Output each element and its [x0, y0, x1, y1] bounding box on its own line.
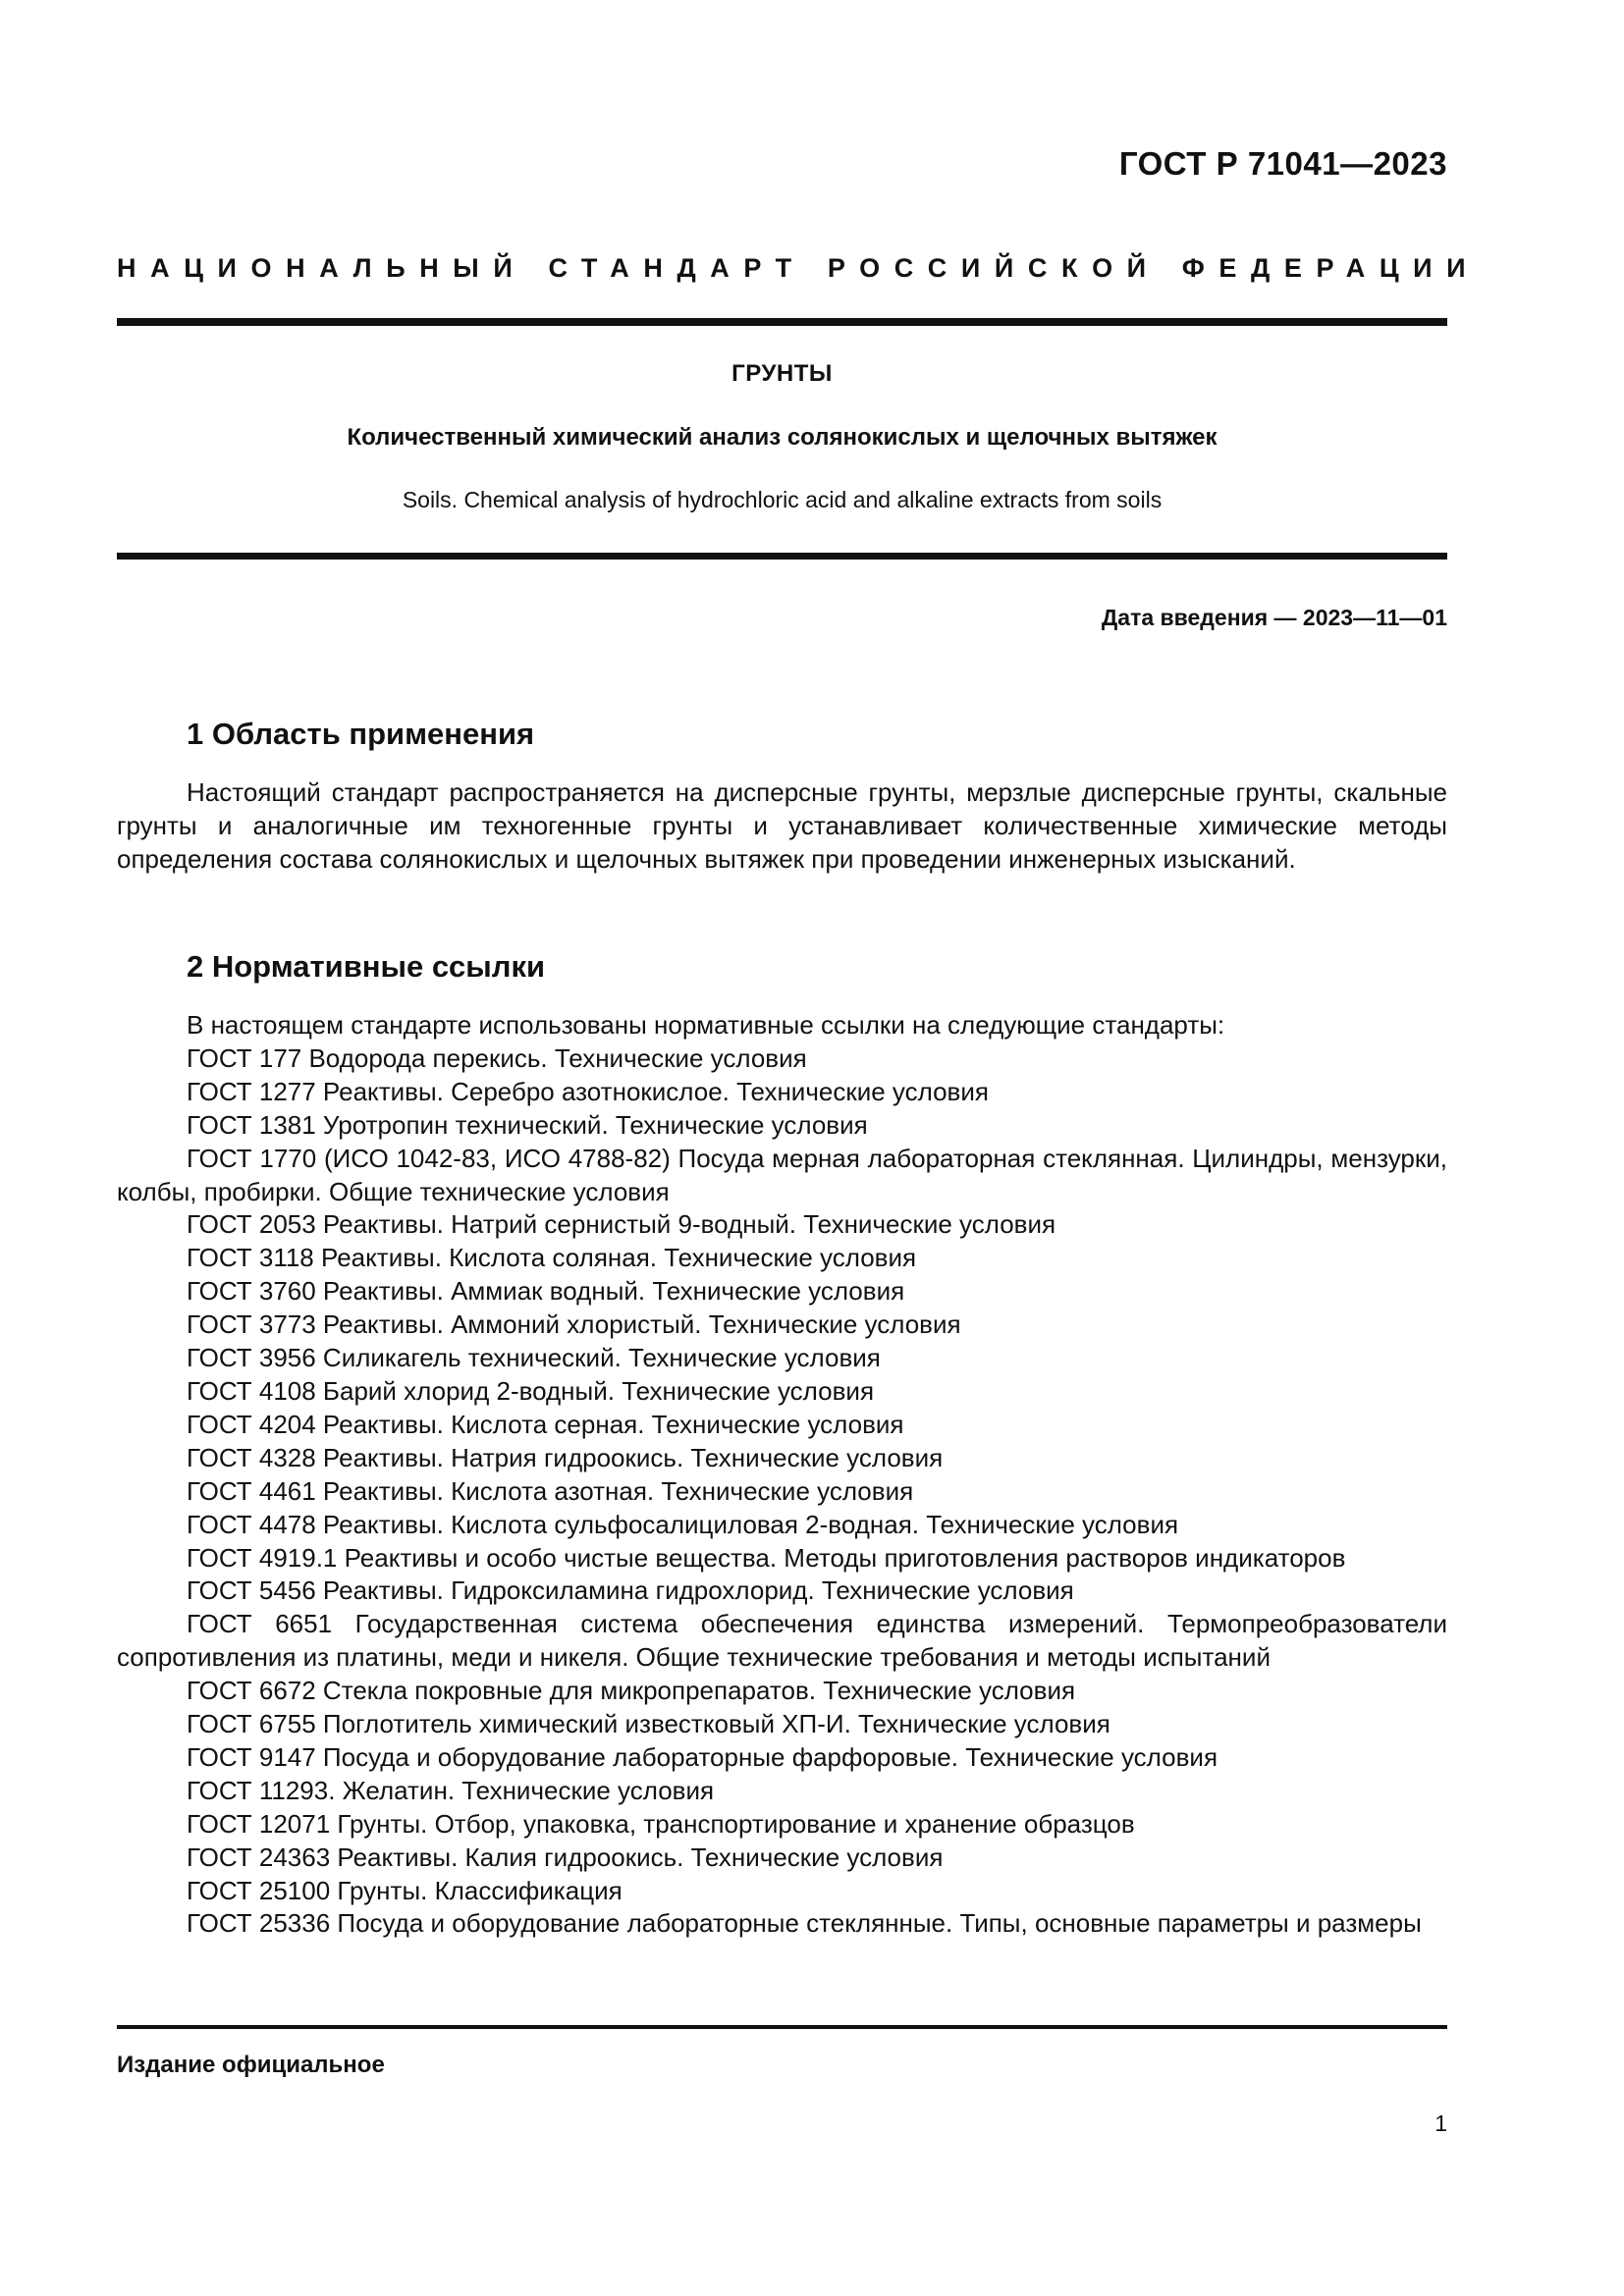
- document-subtitle: Количественный химический анализ солянокислых и щелочных вытяжек: [347, 424, 1218, 451]
- reference-item: ГОСТ 6651 Государственная система обеспечения единства измерений. Термопреобразователи сопротивления из платины, меди и никеля. Общие технические требования и методы испытаний: [117, 1609, 1447, 1673]
- reference-item: ГОСТ 11293. Желатин. Технические условия: [187, 1775, 715, 1805]
- reference-item: ГОСТ 25100 Грунты. Классификация: [187, 1875, 623, 1905]
- reference-item: ГОСТ 5456 Реактивы. Гидроксиламина гидрохлорид. Технические условия: [187, 1575, 1074, 1606]
- section-1-heading: 1 Область применения: [187, 717, 535, 751]
- normative-references-list: [117, 1009, 1447, 1941]
- reference-item: ГОСТ 3118 Реактивы. Кислота соляная. Технические условия: [187, 1243, 917, 1273]
- reference-item: ГОСТ 4461 Реактивы. Кислота азотная. Технические условия: [187, 1475, 914, 1506]
- reference-item: ГОСТ 24363 Реактивы. Калия гидроокись. Технические условия: [187, 1842, 944, 1872]
- document-title: ГРУНТЫ: [731, 360, 833, 387]
- reference-item: ГОСТ 25336 Посуда и оборудование лабораторные стеклянные. Типы, основные параметры и размеры: [187, 1908, 1422, 1939]
- reference-item: ГОСТ 6755 Поглотитель химический известковый ХП-И. Технические условия: [187, 1709, 1110, 1739]
- reference-item: ГОСТ 1770 (ИСО 1042-83, ИСО 4788-82) Посуда мерная лабораторная стеклянная. Цилиндры, мензурки, колбы, пробирки. Общие технические условия: [117, 1143, 1447, 1206]
- reference-item: ГОСТ 4919.1 Реактивы и особо чистые вещества. Методы приготовления растворов индикаторов: [187, 1542, 1346, 1573]
- reference-item: ГОСТ 3760 Реактивы. Аммиак водный. Технические условия: [187, 1276, 905, 1307]
- reference-item: ГОСТ 4108 Барий хлорид 2-водный. Технические условия: [187, 1375, 875, 1406]
- reference-item: ГОСТ 1277 Реактивы. Серебро азотнокислое. Технические условия: [187, 1076, 989, 1106]
- reference-item: ГОСТ 1381 Уротропин технический. Технические условия: [187, 1109, 868, 1140]
- references-intro: В настоящем стандарте использованы нормативные ссылки на следующие стандарты:: [187, 1010, 1225, 1040]
- title-divider: [117, 553, 1447, 560]
- reference-item: ГОСТ 9147 Посуда и оборудование лабораторные фарфоровые. Технические условия: [187, 1741, 1218, 1772]
- introduction-date: Дата введения — 2023—11—01: [1101, 605, 1447, 630]
- reference-item: ГОСТ 12071 Грунты. Отбор, упаковка, транспортирование и хранение образцов: [187, 1808, 1135, 1839]
- page-number: 1: [1435, 2110, 1447, 2136]
- reference-item: ГОСТ 4204 Реактивы. Кислота серная. Технические условия: [187, 1409, 904, 1439]
- reference-item: ГОСТ 6672 Стекла покровные для микропрепаратов. Технические условия: [187, 1676, 1076, 1706]
- reference-item: ГОСТ 2053 Реактивы. Натрий сернистый 9-водный. Технические условия: [187, 1209, 1056, 1240]
- document-page: [117, 0, 1481, 2296]
- reference-item: ГОСТ 3956 Силикагель технический. Технические условия: [187, 1343, 881, 1373]
- english-title: Soils. Chemical analysis of hydrochloric acid and alkaline extracts from soils: [402, 487, 1163, 512]
- footer-divider: [117, 2025, 1447, 2029]
- reference-item: ГОСТ 4478 Реактивы. Кислота сульфосалициловая 2-водная. Технические условия: [187, 1509, 1179, 1539]
- reference-item: ГОСТ 3773 Реактивы. Аммоний хлористый. Технические условия: [187, 1309, 961, 1340]
- top-divider: [117, 318, 1447, 326]
- reference-item: ГОСТ 4328 Реактивы. Натрия гидроокись. Технические условия: [187, 1442, 944, 1472]
- national-standard-banner: НАЦИОНАЛЬНЫЙ СТАНДАРТ РОССИЙСКОЙ ФЕДЕРАЦИИ: [117, 253, 1481, 283]
- official-edition-label: Издание официальное: [117, 2052, 385, 2078]
- section-1-text: Настоящий стандарт распространяется на дисперсные грунты, мерзлые дисперсные грунты, скальные грунты и аналогичные им техногенные грунты и устанавливает количественные химические методы определения состава солянокислых и щелочных вытяжек при проведении инженерных изысканий.: [117, 777, 1447, 874]
- section-2-heading: 2 Нормативные ссылки: [187, 949, 546, 984]
- document-number: ГОСТ Р 71041—2023: [1118, 145, 1447, 182]
- reference-item: ГОСТ 177 Водорода перекись. Технические условия: [187, 1042, 807, 1073]
